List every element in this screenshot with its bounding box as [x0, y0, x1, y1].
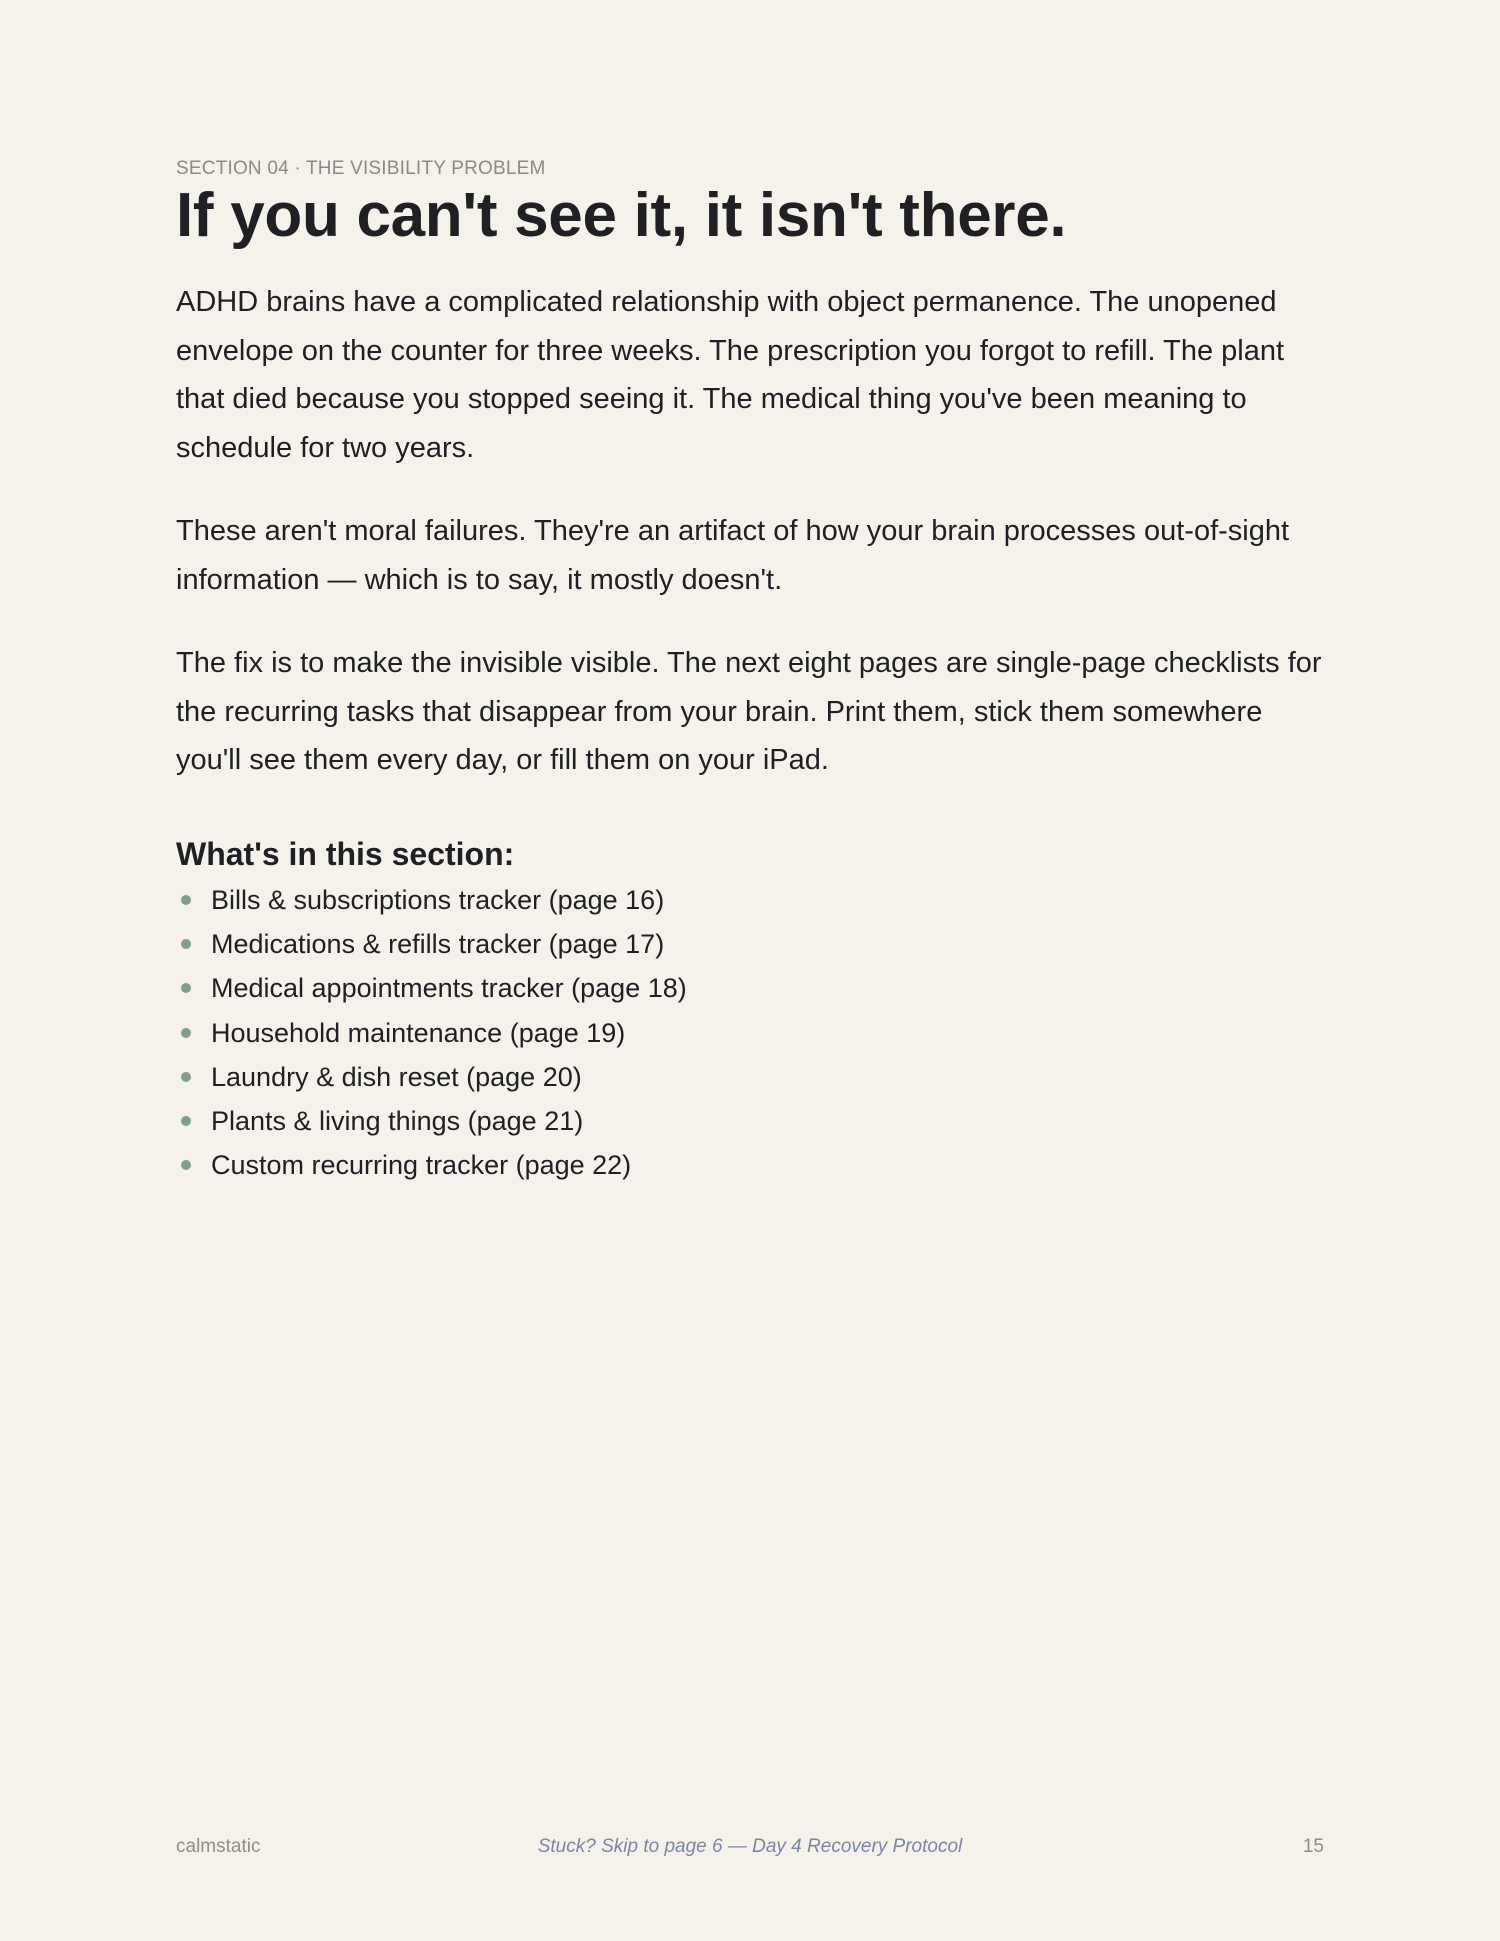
list-item	[176, 1143, 687, 1187]
footer-recovery-link[interactable]: Stuck? Skip to page 6 — Day 4 Recovery Protocol	[537, 1836, 963, 1857]
section-contents-heading: What's in this section:	[176, 836, 515, 872]
moral-failures-paragraph: These aren't moral failures. They're an artifact of how your brain processes out-of-sight information — which is to say, it mostly doesn't.	[176, 515, 1290, 596]
bullet-dot-icon	[181, 983, 191, 993]
bullet-dot-icon	[181, 1028, 191, 1038]
list-item-label: Plants & living things (page 21)	[211, 1105, 584, 1136]
list-item	[176, 922, 687, 966]
page-number: 15	[1302, 1836, 1324, 1857]
bullet-dot-icon	[181, 895, 191, 905]
section-eyebrow: SECTION 04 · THE VISIBILITY PROBLEM	[176, 158, 546, 179]
bullet-dot-icon	[181, 1072, 191, 1082]
bullet-dot-icon	[181, 1116, 191, 1126]
footer-brand: calmstatic	[176, 1836, 261, 1857]
list-item-label: Household maintenance (page 19)	[211, 1017, 626, 1048]
section-contents-list	[176, 878, 687, 1187]
list-item	[176, 966, 687, 1010]
page-title: If you can't see it, it isn't there.	[176, 181, 1067, 250]
list-item-label: Bills & subscriptions tracker (page 16)	[211, 885, 665, 915]
list-item	[176, 1011, 687, 1055]
fix-paragraph: The fix is to make the invisible visible. The next eight pages are single-page checklists for the recurring tasks that disappear from your brain. Print them, stick them somewhere you'll see them every day, or fill them on your iPad.	[176, 647, 1322, 776]
list-item	[176, 1099, 687, 1143]
list-item-label: Laundry & dish reset (page 20)	[211, 1061, 582, 1092]
list-item-label: Custom recurring tracker (page 22)	[211, 1150, 632, 1181]
list-item	[176, 878, 687, 922]
bullet-dot-icon	[181, 1160, 191, 1170]
list-item	[176, 1055, 687, 1099]
list-item-label: Medications & refills tracker (page 17)	[211, 929, 665, 960]
intro-paragraph: ADHD brains have a complicated relationship with object permanence. The unopened envelope on the counter for three weeks. The prescription you forgot to refill. The plant that died because you stopped seeing it. The medical thing you've been meaning to schedule for two years.	[176, 286, 1285, 464]
bullet-dot-icon	[181, 939, 191, 949]
list-item-label: Medical appointments tracker (page 18)	[211, 973, 687, 1004]
page-footer	[176, 1834, 1324, 1860]
